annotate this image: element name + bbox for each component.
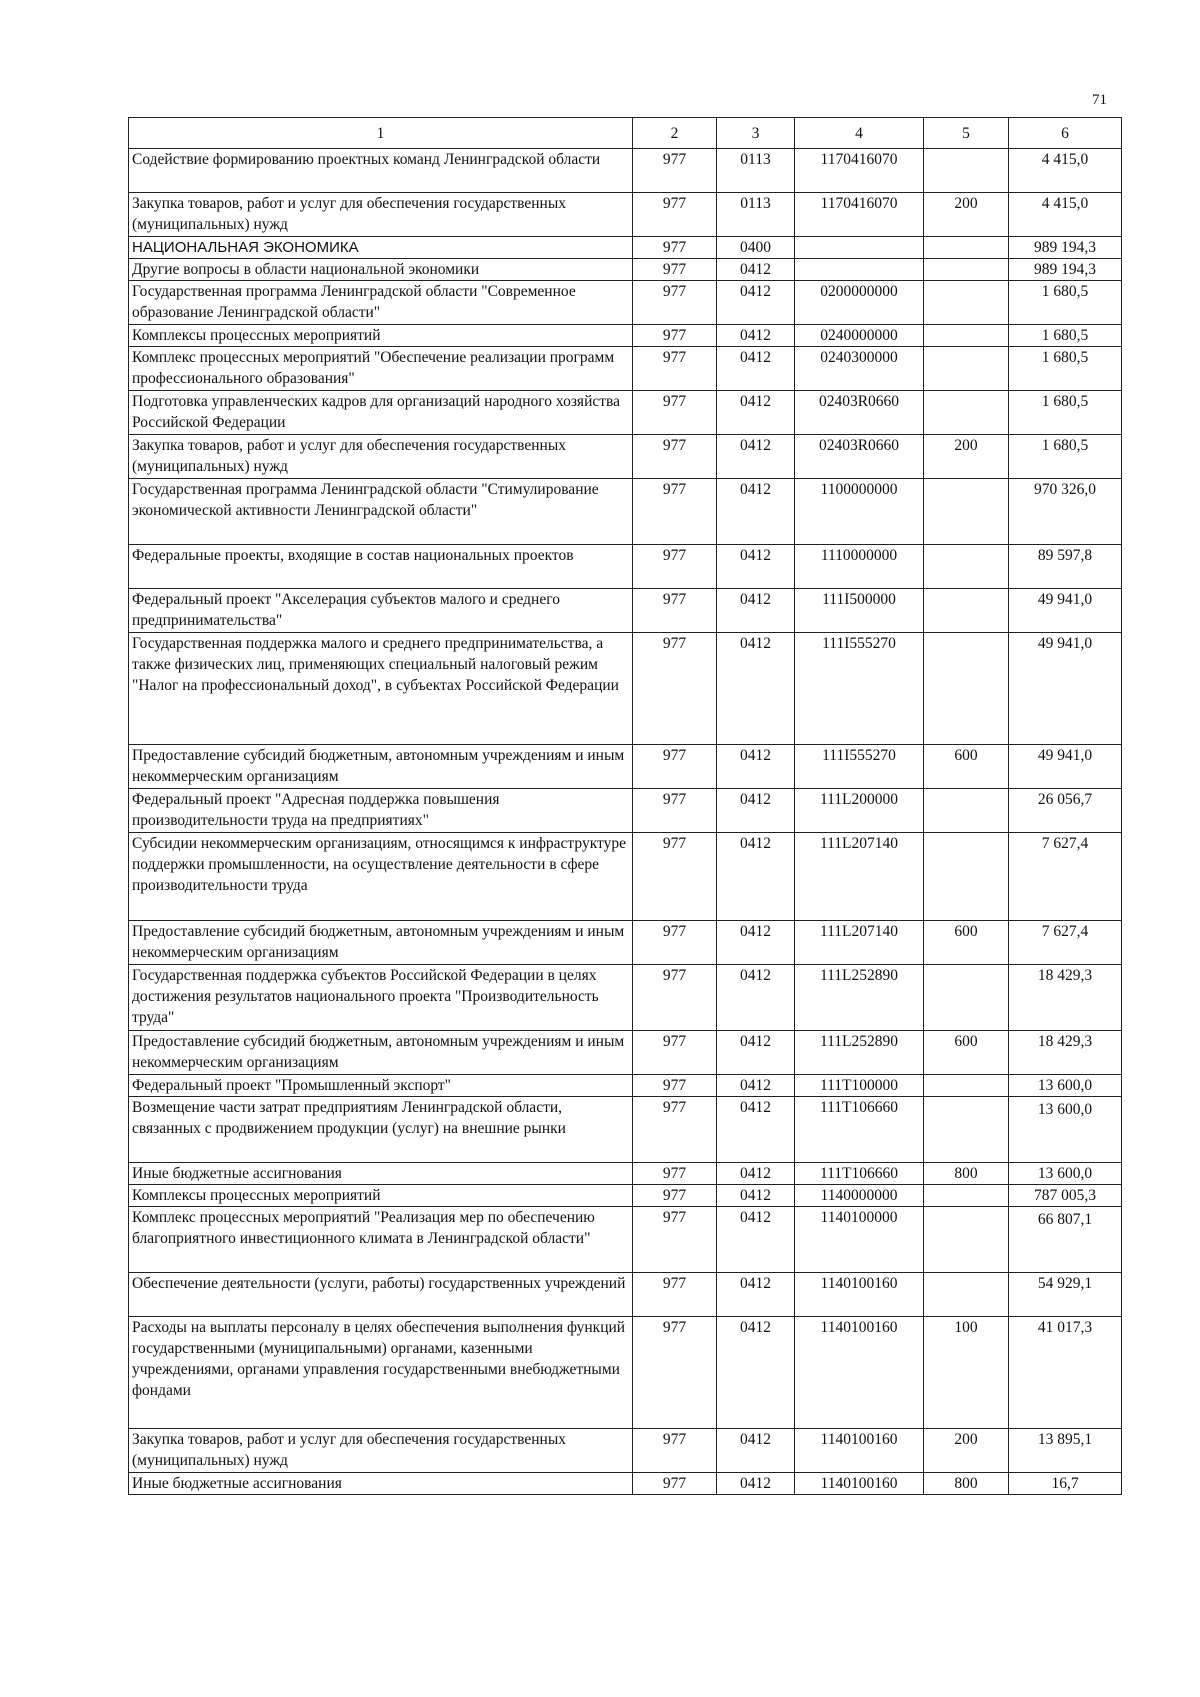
row-target-article: 1140100160 bbox=[795, 1273, 924, 1317]
row-section-code: 0412 bbox=[717, 1163, 795, 1185]
row-name: Государственная программа Ленинградской области "Современное образование Ленинградской области" bbox=[129, 281, 633, 325]
table-row bbox=[129, 1317, 1122, 1429]
row-target-article: 1140100000 bbox=[795, 1207, 924, 1273]
row-amount: 13 600,0 bbox=[1009, 1097, 1122, 1163]
row-ministry-code: 977 bbox=[633, 921, 717, 965]
row-section-code: 0412 bbox=[717, 745, 795, 789]
row-expense-type bbox=[924, 589, 1009, 633]
row-ministry-code: 977 bbox=[633, 789, 717, 833]
row-amount: 7 627,4 bbox=[1009, 921, 1122, 965]
row-name: Содействие формированию проектных команд Ленинградской области bbox=[129, 149, 633, 193]
row-ministry-code: 977 bbox=[633, 745, 717, 789]
row-name: Предоставление субсидий бюджетным, автономным учреждениям и иным некоммерческим организациям bbox=[129, 921, 633, 965]
row-name: Государственная поддержка субъектов Российской Федерации в целях достижения результатов национального проекта "Производительность труда" bbox=[129, 965, 633, 1031]
row-ministry-code: 977 bbox=[633, 149, 717, 193]
table-row bbox=[129, 193, 1122, 237]
table-row bbox=[129, 921, 1122, 965]
row-expense-type bbox=[924, 237, 1009, 259]
row-amount: 18 429,3 bbox=[1009, 1031, 1122, 1075]
row-amount: 970 326,0 bbox=[1009, 479, 1122, 545]
row-section-code: 0412 bbox=[717, 833, 795, 921]
row-section-code: 0412 bbox=[717, 1207, 795, 1273]
row-name: Комплекс процессных мероприятий "Обеспечение реализации программ профессионального образования" bbox=[129, 347, 633, 391]
table-row bbox=[129, 1273, 1122, 1317]
table-header bbox=[129, 118, 1122, 149]
table-row bbox=[129, 1185, 1122, 1207]
row-target-article: 02403R0660 bbox=[795, 391, 924, 435]
table-row bbox=[129, 1097, 1122, 1163]
row-target-article bbox=[795, 237, 924, 259]
row-ministry-code: 977 bbox=[633, 1473, 717, 1495]
row-ministry-code: 977 bbox=[633, 1317, 717, 1429]
budget-table bbox=[128, 117, 1122, 1495]
row-amount: 41 017,3 bbox=[1009, 1317, 1122, 1429]
table-row bbox=[129, 479, 1122, 545]
row-target-article: 111T106660 bbox=[795, 1097, 924, 1163]
row-target-article: 111L200000 bbox=[795, 789, 924, 833]
row-section-code: 0412 bbox=[717, 1473, 795, 1495]
row-name: Комплексы процессных мероприятий bbox=[129, 1185, 633, 1207]
row-expense-type: 200 bbox=[924, 193, 1009, 237]
header-col-5: 5 bbox=[924, 118, 1009, 149]
row-target-article: 111L252890 bbox=[795, 1031, 924, 1075]
row-section-code: 0412 bbox=[717, 325, 795, 347]
row-expense-type bbox=[924, 1075, 1009, 1097]
header-col-2: 2 bbox=[633, 118, 717, 149]
row-expense-type bbox=[924, 1185, 1009, 1207]
row-expense-type bbox=[924, 789, 1009, 833]
row-ministry-code: 977 bbox=[633, 1185, 717, 1207]
row-section-code: 0412 bbox=[717, 259, 795, 281]
row-expense-type: 200 bbox=[924, 435, 1009, 479]
row-ministry-code: 977 bbox=[633, 589, 717, 633]
row-name: Закупка товаров, работ и услуг для обеспечения государственных (муниципальных) нужд bbox=[129, 193, 633, 237]
row-name: Государственная поддержка малого и среднего предпринимательства, а также физических лиц, применяющих специальный налоговый режим "Налог на профессиональный доход", в субъектах Российской Федерации bbox=[129, 633, 633, 745]
row-section-code: 0113 bbox=[717, 193, 795, 237]
table-row bbox=[129, 833, 1122, 921]
row-ministry-code: 977 bbox=[633, 965, 717, 1031]
row-amount: 1 680,5 bbox=[1009, 325, 1122, 347]
row-name: Федеральные проекты, входящие в состав национальных проектов bbox=[129, 545, 633, 589]
table-row bbox=[129, 789, 1122, 833]
row-amount: 787 005,3 bbox=[1009, 1185, 1122, 1207]
row-amount: 1 680,5 bbox=[1009, 347, 1122, 391]
row-section-code: 0412 bbox=[717, 1031, 795, 1075]
row-amount: 49 941,0 bbox=[1009, 589, 1122, 633]
row-expense-type bbox=[924, 1097, 1009, 1163]
row-amount: 18 429,3 bbox=[1009, 965, 1122, 1031]
row-target-article: 111L207140 bbox=[795, 833, 924, 921]
row-section-code: 0412 bbox=[717, 545, 795, 589]
row-target-article: 0240300000 bbox=[795, 347, 924, 391]
table-row bbox=[129, 259, 1122, 281]
row-expense-type bbox=[924, 325, 1009, 347]
row-ministry-code: 977 bbox=[633, 1273, 717, 1317]
row-section-code: 0412 bbox=[717, 1097, 795, 1163]
table-row bbox=[129, 1031, 1122, 1075]
header-col-3: 3 bbox=[717, 118, 795, 149]
row-expense-type: 600 bbox=[924, 921, 1009, 965]
header-row bbox=[129, 118, 1122, 149]
row-ministry-code: 977 bbox=[633, 1163, 717, 1185]
row-ministry-code: 977 bbox=[633, 1429, 717, 1473]
table-row bbox=[129, 1163, 1122, 1185]
table-row bbox=[129, 1429, 1122, 1473]
table-row bbox=[129, 745, 1122, 789]
row-ministry-code: 977 bbox=[633, 347, 717, 391]
row-expense-type bbox=[924, 1273, 1009, 1317]
row-target-article: 1140100160 bbox=[795, 1429, 924, 1473]
row-name: НАЦИОНАЛЬНАЯ ЭКОНОМИКА bbox=[129, 237, 633, 259]
row-amount: 89 597,8 bbox=[1009, 545, 1122, 589]
table-row bbox=[129, 281, 1122, 325]
row-target-article: 111T106660 bbox=[795, 1163, 924, 1185]
table-row bbox=[129, 391, 1122, 435]
table-row bbox=[129, 149, 1122, 193]
table-row bbox=[129, 1473, 1122, 1495]
row-ministry-code: 977 bbox=[633, 1075, 717, 1097]
table-row bbox=[129, 965, 1122, 1031]
row-section-code: 0400 bbox=[717, 237, 795, 259]
row-name: Предоставление субсидий бюджетным, автономным учреждениям и иным некоммерческим организациям bbox=[129, 745, 633, 789]
row-ministry-code: 977 bbox=[633, 325, 717, 347]
row-name: Закупка товаров, работ и услуг для обеспечения государственных (муниципальных) нужд bbox=[129, 435, 633, 479]
row-target-article: 111L252890 bbox=[795, 965, 924, 1031]
row-ministry-code: 977 bbox=[633, 833, 717, 921]
row-target-article: 111L207140 bbox=[795, 921, 924, 965]
row-target-article: 111I555270 bbox=[795, 745, 924, 789]
row-ministry-code: 977 bbox=[633, 259, 717, 281]
header-col-6: 6 bbox=[1009, 118, 1122, 149]
table-row bbox=[129, 237, 1122, 259]
row-name: Комплексы процессных мероприятий bbox=[129, 325, 633, 347]
row-name: Подготовка управленческих кадров для организаций народного хозяйства Российской Федерации bbox=[129, 391, 633, 435]
header-col-4: 4 bbox=[795, 118, 924, 149]
row-ministry-code: 977 bbox=[633, 281, 717, 325]
row-section-code: 0412 bbox=[717, 347, 795, 391]
row-ministry-code: 977 bbox=[633, 1207, 717, 1273]
row-target-article: 1140000000 bbox=[795, 1185, 924, 1207]
row-section-code: 0412 bbox=[717, 965, 795, 1031]
row-name: Расходы на выплаты персоналу в целях обеспечения выполнения функций государственными (муниципальными) органами, казенными учреждениями, органами управления государственными внебюджетными фондами bbox=[129, 1317, 633, 1429]
table-body bbox=[129, 149, 1122, 1495]
row-name: Другие вопросы в области национальной экономики bbox=[129, 259, 633, 281]
row-expense-type: 800 bbox=[924, 1473, 1009, 1495]
row-ministry-code: 977 bbox=[633, 1031, 717, 1075]
row-target-article: 111I500000 bbox=[795, 589, 924, 633]
row-amount: 49 941,0 bbox=[1009, 745, 1122, 789]
row-ministry-code: 977 bbox=[633, 391, 717, 435]
row-name: Иные бюджетные ассигнования bbox=[129, 1473, 633, 1495]
row-expense-type bbox=[924, 259, 1009, 281]
row-name: Комплекс процессных мероприятий "Реализация мер по обеспечению благоприятного инвестиционного климата в Ленинградской области" bbox=[129, 1207, 633, 1273]
row-section-code: 0412 bbox=[717, 479, 795, 545]
row-expense-type: 800 bbox=[924, 1163, 1009, 1185]
row-section-code: 0412 bbox=[717, 1075, 795, 1097]
row-section-code: 0412 bbox=[717, 435, 795, 479]
row-section-code: 0412 bbox=[717, 1185, 795, 1207]
row-amount: 54 929,1 bbox=[1009, 1273, 1122, 1317]
row-target-article: 111I555270 bbox=[795, 633, 924, 745]
row-name: Государственная программа Ленинградской области "Стимулирование экономической активности Ленинградской области" bbox=[129, 479, 633, 545]
row-target-article: 0200000000 bbox=[795, 281, 924, 325]
row-section-code: 0412 bbox=[717, 281, 795, 325]
row-amount: 49 941,0 bbox=[1009, 633, 1122, 745]
row-expense-type bbox=[924, 965, 1009, 1031]
row-expense-type bbox=[924, 479, 1009, 545]
row-amount: 66 807,1 bbox=[1009, 1207, 1122, 1273]
row-target-article: 1140100160 bbox=[795, 1317, 924, 1429]
row-name: Федеральный проект "Адресная поддержка повышения производительности труда на предприятиях" bbox=[129, 789, 633, 833]
row-expense-type bbox=[924, 545, 1009, 589]
header-col-1: 1 bbox=[129, 118, 633, 149]
page-number: 71 bbox=[1092, 92, 1107, 108]
row-amount: 26 056,7 bbox=[1009, 789, 1122, 833]
row-expense-type bbox=[924, 633, 1009, 745]
row-name: Иные бюджетные ассигнования bbox=[129, 1163, 633, 1185]
table-row bbox=[129, 347, 1122, 391]
row-section-code: 0412 bbox=[717, 1317, 795, 1429]
row-expense-type bbox=[924, 833, 1009, 921]
row-section-code: 0412 bbox=[717, 633, 795, 745]
row-expense-type bbox=[924, 391, 1009, 435]
row-amount: 7 627,4 bbox=[1009, 833, 1122, 921]
row-expense-type bbox=[924, 281, 1009, 325]
table-row bbox=[129, 1207, 1122, 1273]
table-row bbox=[129, 589, 1122, 633]
row-target-article: 0240000000 bbox=[795, 325, 924, 347]
row-ministry-code: 977 bbox=[633, 237, 717, 259]
row-expense-type: 600 bbox=[924, 1031, 1009, 1075]
row-amount: 989 194,3 bbox=[1009, 237, 1122, 259]
row-ministry-code: 977 bbox=[633, 633, 717, 745]
row-ministry-code: 977 bbox=[633, 435, 717, 479]
row-section-code: 0412 bbox=[717, 789, 795, 833]
row-expense-type: 200 bbox=[924, 1429, 1009, 1473]
row-amount: 13 600,0 bbox=[1009, 1163, 1122, 1185]
row-amount: 1 680,5 bbox=[1009, 435, 1122, 479]
row-target-article: 1140100160 bbox=[795, 1473, 924, 1495]
table-row bbox=[129, 435, 1122, 479]
row-amount: 13 600,0 bbox=[1009, 1075, 1122, 1097]
row-amount: 1 680,5 bbox=[1009, 281, 1122, 325]
row-section-code: 0412 bbox=[717, 1429, 795, 1473]
row-section-code: 0412 bbox=[717, 391, 795, 435]
row-section-code: 0412 bbox=[717, 1273, 795, 1317]
row-ministry-code: 977 bbox=[633, 479, 717, 545]
row-amount: 16,7 bbox=[1009, 1473, 1122, 1495]
row-ministry-code: 977 bbox=[633, 1097, 717, 1163]
row-target-article: 1110000000 bbox=[795, 545, 924, 589]
row-amount: 4 415,0 bbox=[1009, 149, 1122, 193]
row-expense-type: 600 bbox=[924, 745, 1009, 789]
row-name: Обеспечение деятельности (услуги, работы) государственных учреждений bbox=[129, 1273, 633, 1317]
row-expense-type bbox=[924, 1207, 1009, 1273]
row-target-article: 111T100000 bbox=[795, 1075, 924, 1097]
row-target-article: 02403R0660 bbox=[795, 435, 924, 479]
row-section-code: 0412 bbox=[717, 921, 795, 965]
row-target-article: 1170416070 bbox=[795, 193, 924, 237]
row-name: Федеральный проект "Промышленный экспорт" bbox=[129, 1075, 633, 1097]
row-target-article bbox=[795, 259, 924, 281]
row-amount: 989 194,3 bbox=[1009, 259, 1122, 281]
row-name: Предоставление субсидий бюджетным, автономным учреждениям и иным некоммерческим организациям bbox=[129, 1031, 633, 1075]
table-row bbox=[129, 545, 1122, 589]
row-name: Закупка товаров, работ и услуг для обеспечения государственных (муниципальных) нужд bbox=[129, 1429, 633, 1473]
row-name: Федеральный проект "Акселерация субъектов малого и среднего предпринимательства" bbox=[129, 589, 633, 633]
row-amount: 4 415,0 bbox=[1009, 193, 1122, 237]
row-expense-type: 100 bbox=[924, 1317, 1009, 1429]
row-ministry-code: 977 bbox=[633, 545, 717, 589]
row-section-code: 0113 bbox=[717, 149, 795, 193]
row-section-code: 0412 bbox=[717, 589, 795, 633]
row-expense-type bbox=[924, 347, 1009, 391]
row-ministry-code: 977 bbox=[633, 193, 717, 237]
table-row bbox=[129, 633, 1122, 745]
row-target-article: 1100000000 bbox=[795, 479, 924, 545]
row-name: Субсидии некоммерческим организациям, относящимся к инфраструктуре поддержки промышленности, на осуществление деятельности в сфере производительности труда bbox=[129, 833, 633, 921]
table-row bbox=[129, 325, 1122, 347]
row-target-article: 1170416070 bbox=[795, 149, 924, 193]
row-expense-type bbox=[924, 149, 1009, 193]
row-amount: 1 680,5 bbox=[1009, 391, 1122, 435]
row-amount: 13 895,1 bbox=[1009, 1429, 1122, 1473]
table-row bbox=[129, 1075, 1122, 1097]
row-name: Возмещение части затрат предприятиям Ленинградской области, связанных с продвижением продукции (услуг) на внешние рынки bbox=[129, 1097, 633, 1163]
